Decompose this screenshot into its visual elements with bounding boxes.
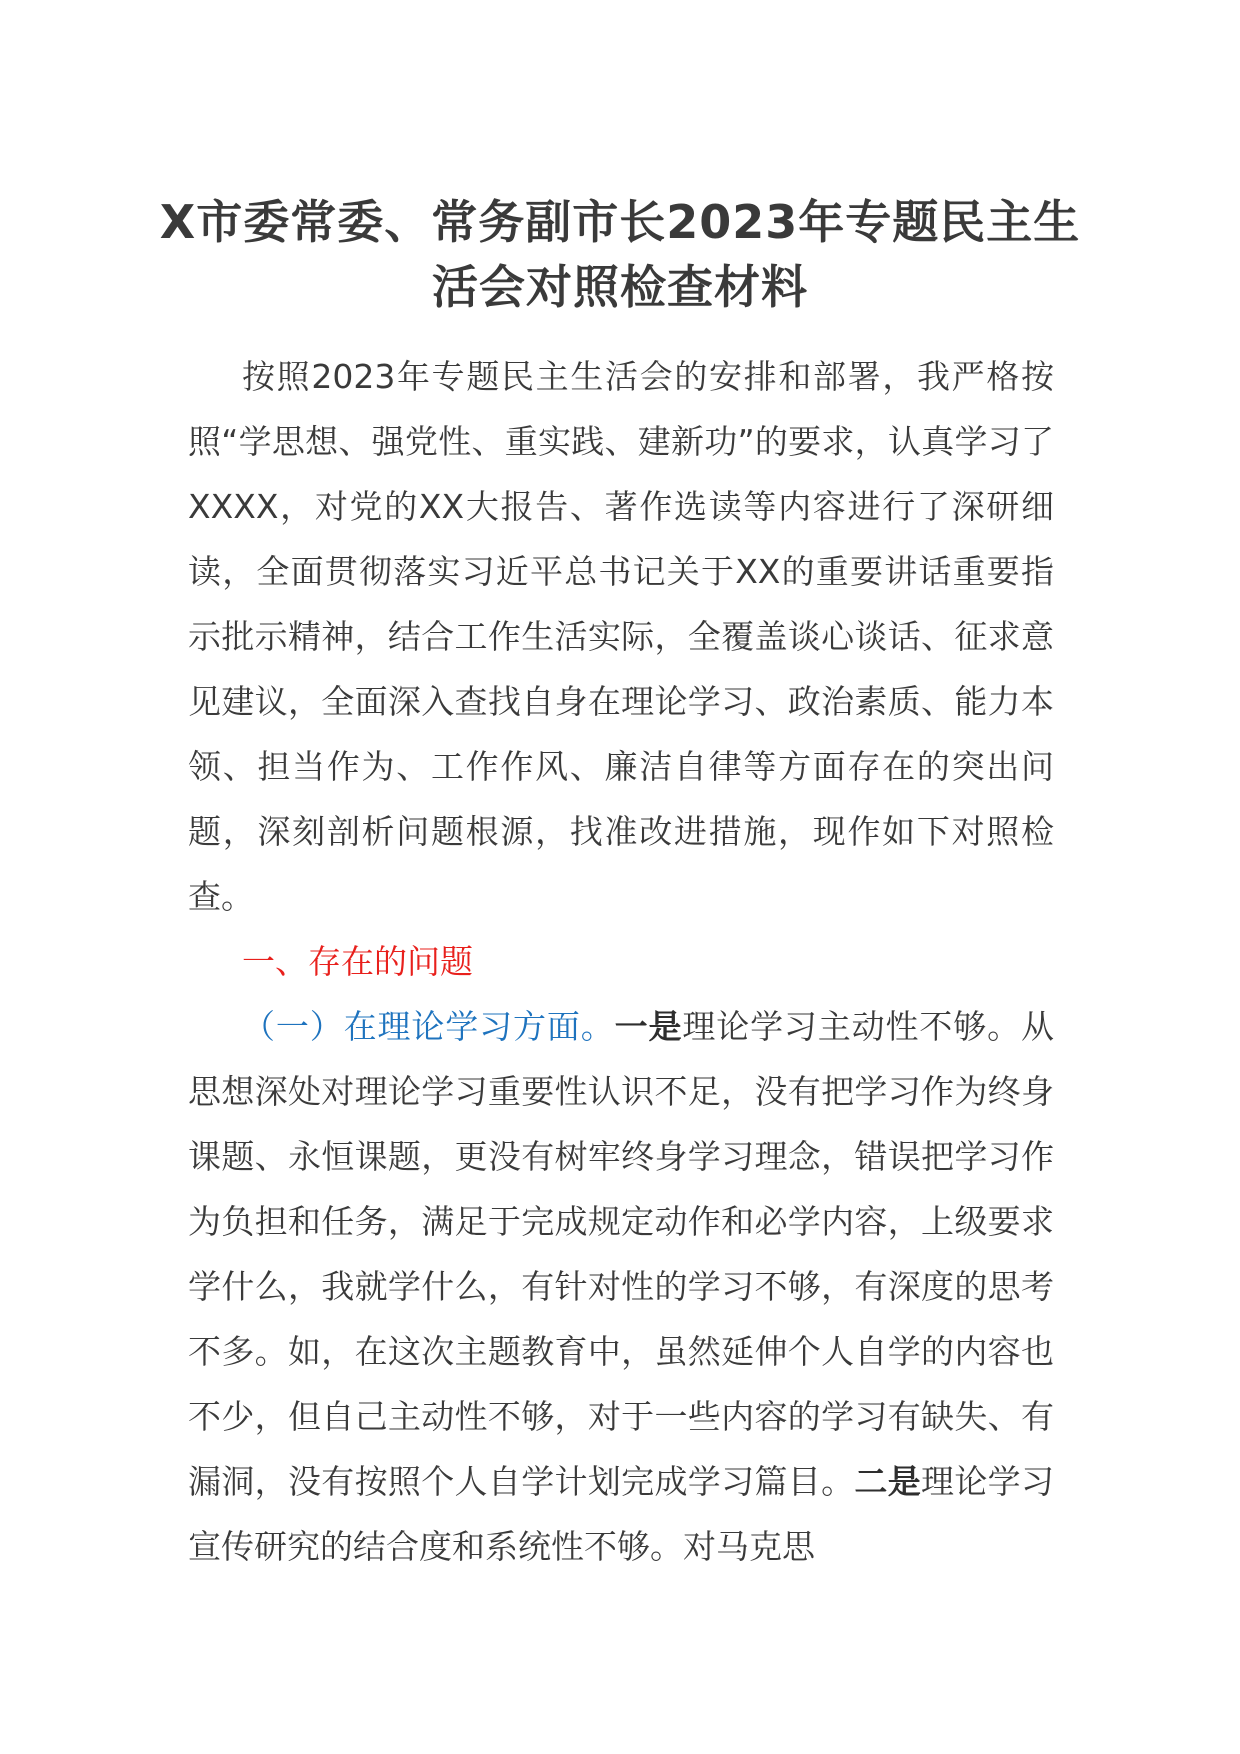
intro-paragraph: 按照2023年专题民主生活会的安排和部署，我严格按照“学思想、强党性、重实践、建新功”的要求，认真学习了XXXX，对党的XX大报告、著作选读等内容进行了深研细读，全面贯彻落实习近平总书记关于XX的重要讲话重要指示批示精神，结合工作生活实际，全覆盖谈心谈话、征求意见建议，全面深入查找自身在理论学习、政治素质、能力本领、担当作为、工作作风、廉洁自律等方面存在的突出问题，深刻剖析问题根源，找准改进措施，现作如下对照检查。	[188, 357, 1054, 916]
document-title: X市委常委、常务副市长2023年专题民主生活会对照检查材料	[159, 195, 1081, 314]
point-two-label: 二是	[854, 1462, 922, 1501]
section-heading-problems: 一、存在的问题	[242, 942, 473, 981]
theory-study-paragraph	[188, 994, 1054, 1579]
point-one-text: 理论学习主动性不够。从思想深处对理论学习重要性认识不足，没有把学习作为终身课题、永恒课题，更没有树牢终身学习理念，错误把学习作为负担和任务，满足于完成规定动作和必学内容，上级要求学什么，我就学什么，有针对性的学习不够，有深度的思考不多。如，在这次主题教育中，虽然延伸个人自学的内容也不少，但自己主动性不够，对于一些内容的学习有缺失、有漏洞，没有按照个人自学计划完成学习篇目。	[188, 1007, 1055, 1501]
subsection-heading-theory-study: （一）在理论学习方面。	[242, 1007, 615, 1046]
point-one-label: 一是	[614, 1007, 683, 1046]
point-two-text: 理论学习宣传研究的结合度和系统性不够。对马克思	[188, 1462, 1055, 1566]
